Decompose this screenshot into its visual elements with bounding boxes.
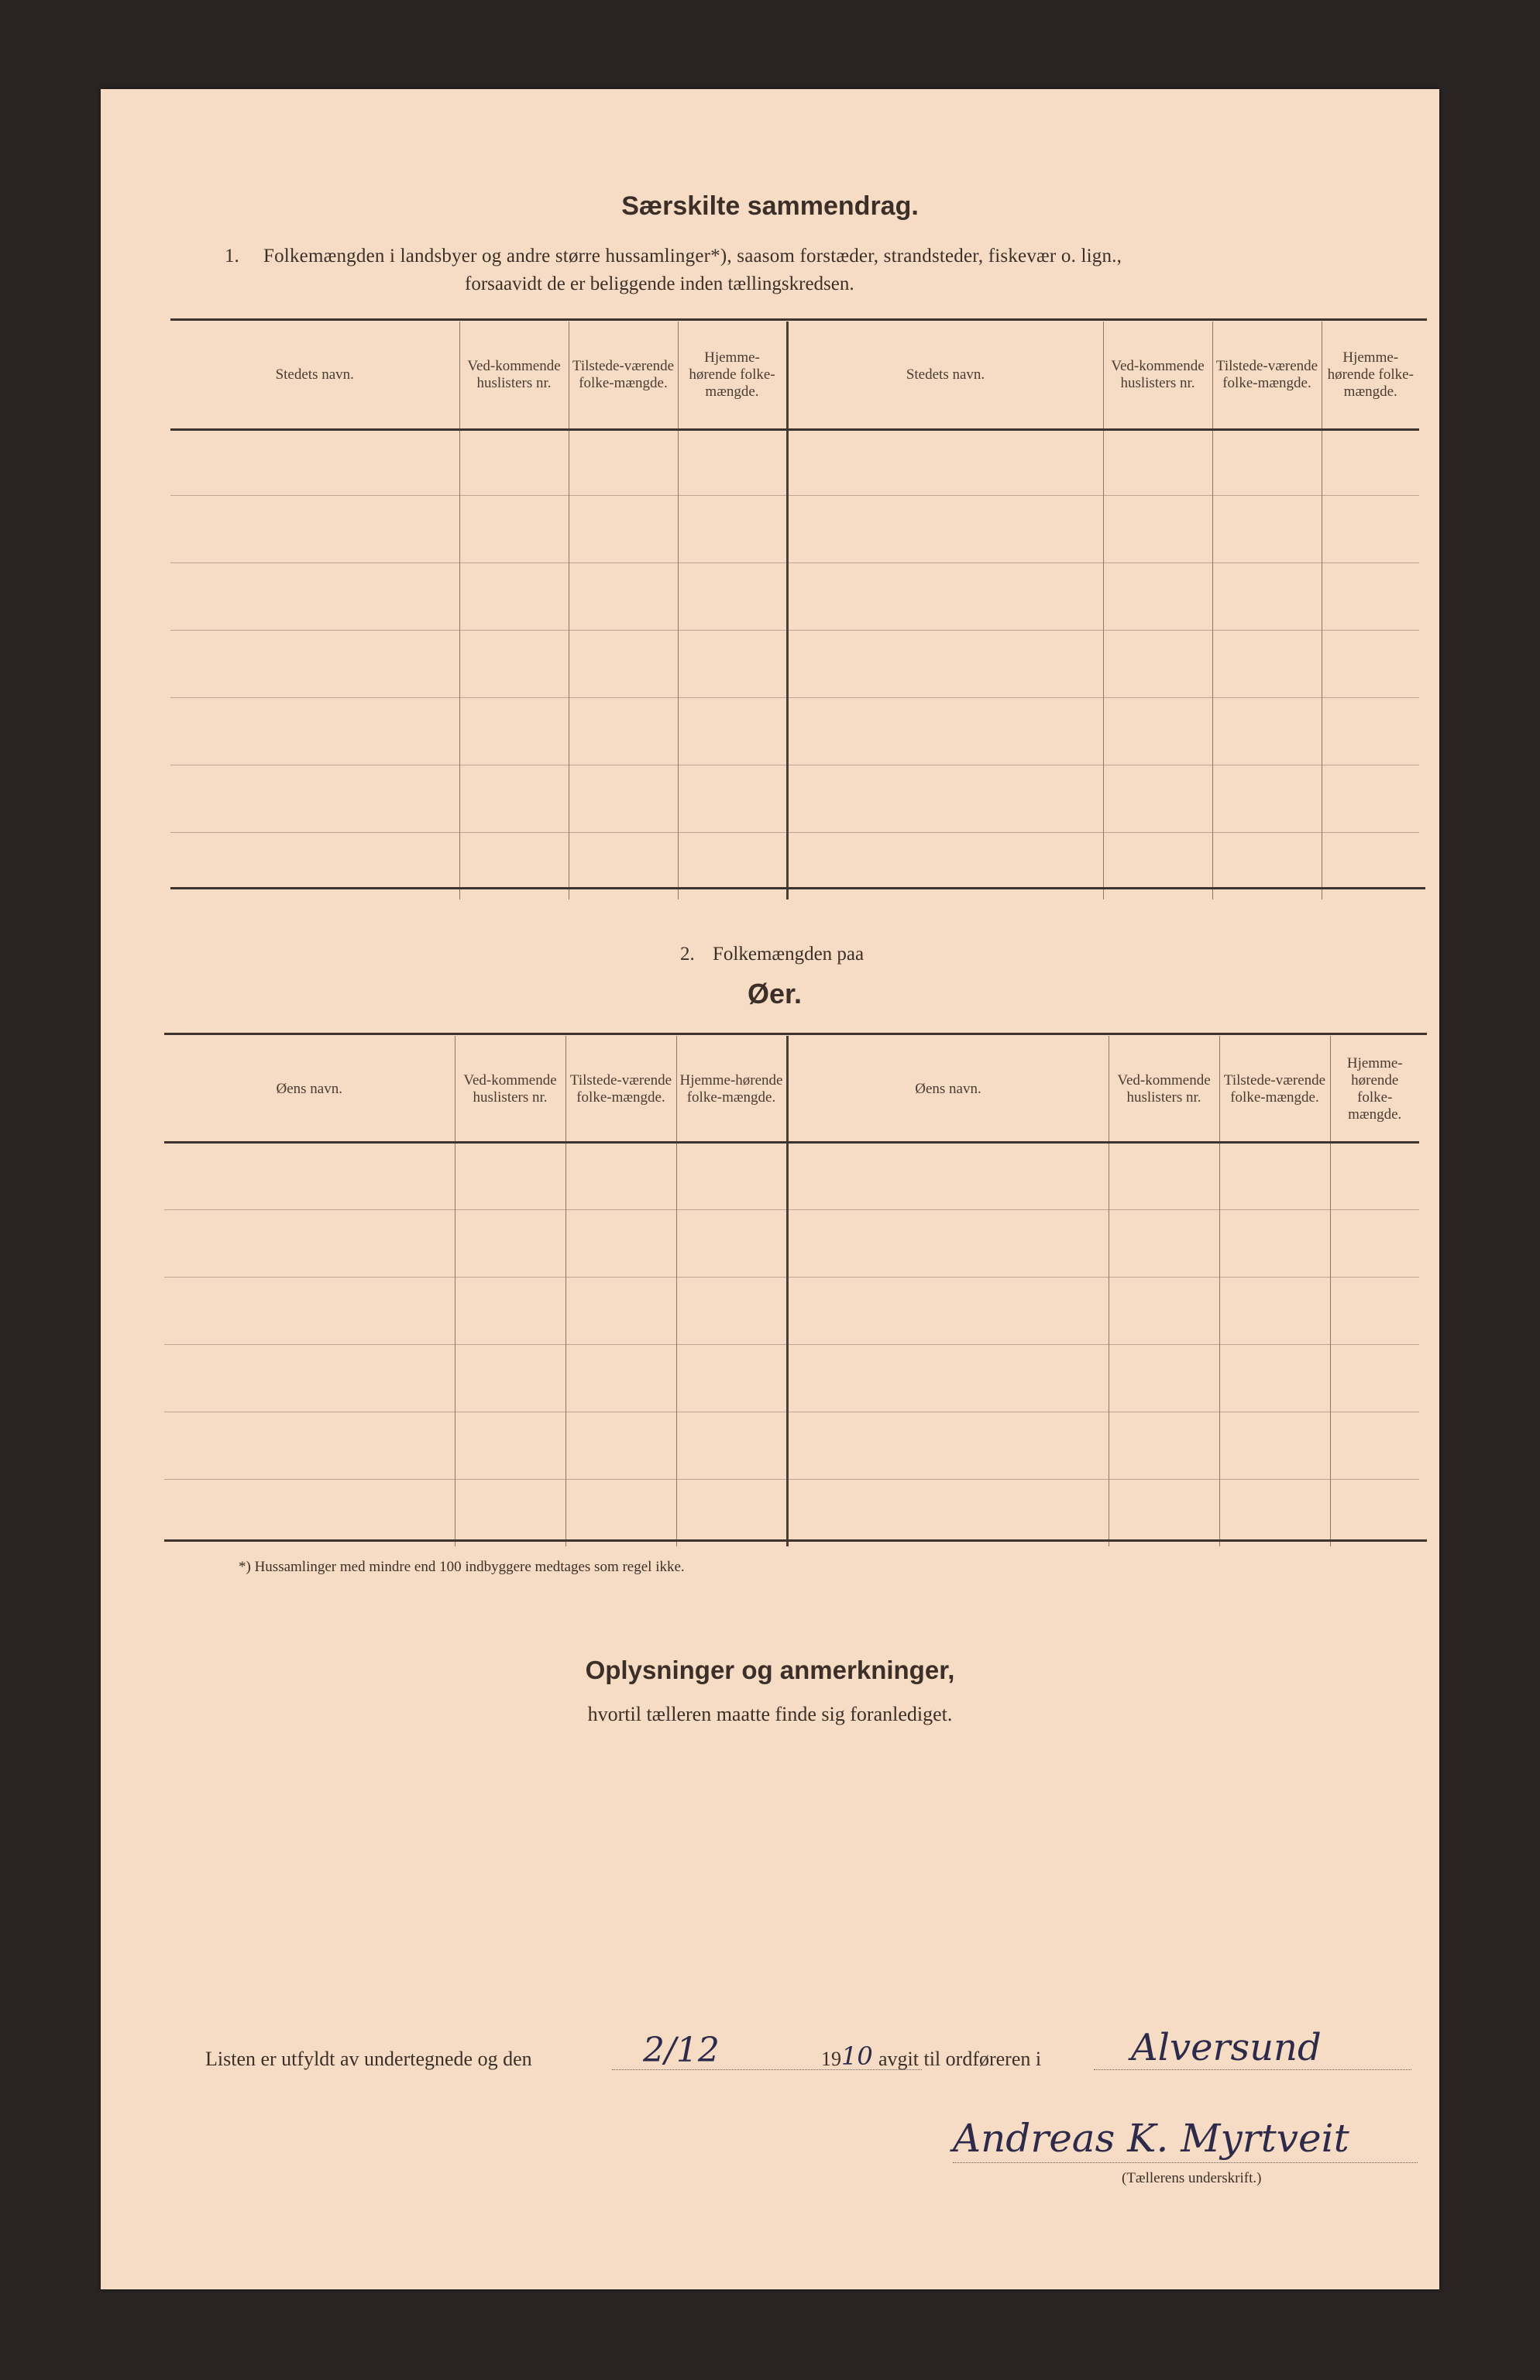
remarks-subtitle: hvortil tælleren maatte finde sig foranlediget. <box>587 1703 953 1725</box>
page-title: Særskilte sammendrag. <box>621 191 919 221</box>
table1-header-present-population: Tilstede-værende folke-mængde. <box>569 322 678 428</box>
table2-header-resident-population-2: Hjemme-hørende folke-mængde. <box>1330 1036 1419 1143</box>
table2-header-present-population-2: Tilstede-værende folke-mængde. <box>1219 1036 1330 1143</box>
table2-header-rule <box>164 1141 1419 1144</box>
table1-header-place-name-2: Stedets navn. <box>787 322 1103 428</box>
date-handwritten: 2/12 <box>643 2031 720 2070</box>
table2-header-island-name-2: Øens navn. <box>787 1036 1109 1143</box>
table-row <box>164 1412 1419 1480</box>
table-row <box>164 1210 1419 1278</box>
section2-heading: Øer. <box>747 978 803 1009</box>
place-handwritten: Alversund <box>1131 2026 1322 2069</box>
table2-header-household-list-nr: Ved-kommende huslisters nr. <box>455 1036 565 1143</box>
signer-handwritten: Andreas K. Myrtveit <box>953 2116 1349 2161</box>
table-row <box>170 631 1419 698</box>
census-form-page <box>101 89 1439 2289</box>
signer-label: (Tællerens underskrift.) <box>1122 2170 1262 2186</box>
section1-number: 1. <box>225 246 239 267</box>
year-handwritten: 10 <box>841 2041 873 2071</box>
footnote: *) Hussamlinger med mindre end 100 indbyggere medtages som regel ikke. <box>239 1559 685 1575</box>
section1-text-line1: Folkemængden i landsbyer og andre større hussamlinger*), saasom forstæder, strandsteder, fiskevær o. lign., <box>263 246 1122 267</box>
table1-header-resident-population: Hjemme-hørende folke-mængde. <box>678 322 787 428</box>
table-row <box>170 765 1419 833</box>
section1-text-line2: forsaavidt de er beliggende inden tællingskredsen. <box>465 273 854 294</box>
section2-number: 2. <box>680 944 695 965</box>
table-row <box>164 1345 1419 1412</box>
year-prefix: 19 <box>821 2048 841 2070</box>
table-row <box>170 496 1419 563</box>
table1-header-household-list-nr: Ved-kommende huslisters nr. <box>459 322 569 428</box>
table2-islands <box>164 1036 1419 1546</box>
signer-fill-line <box>953 2162 1418 2163</box>
table-row <box>164 1480 1419 1547</box>
table2-header-island-name: Øens navn. <box>276 1081 342 1097</box>
table1-header-place-name: Stedets navn. <box>275 366 354 383</box>
section2-text: Folkemængden paa <box>713 944 865 965</box>
table-row <box>164 1278 1419 1345</box>
remarks-title: Oplysninger og anmerkninger, <box>585 1656 955 1684</box>
signature-prefix: Listen er utfyldt av undertegnede og den <box>205 2048 532 2070</box>
table2-bottom-rule <box>164 1539 1427 1542</box>
table-row <box>170 428 1419 496</box>
table2-top-rule <box>164 1033 1427 1035</box>
table2-header-present-population: Tilstede-værende folke-mængde. <box>565 1036 676 1143</box>
signature-middle: avgit til ordføreren i <box>878 2048 1042 2070</box>
table1-header-household-list-nr-2: Ved-kommende huslisters nr. <box>1103 322 1212 428</box>
table1-header-rule <box>170 428 1419 431</box>
table1-header-resident-population-2: Hjemme-hørende folke-mængde. <box>1322 322 1419 428</box>
table2-header-household-list-nr-2: Ved-kommende huslisters nr. <box>1109 1036 1219 1143</box>
table-row <box>170 698 1419 765</box>
table2-header-resident-population: Hjemme-hørende folke-mængde. <box>676 1036 787 1143</box>
table1-header-present-population-2: Tilstede-værende folke-mængde. <box>1212 322 1322 428</box>
table-row <box>164 1143 1419 1210</box>
table1-bottom-rule <box>170 887 1425 889</box>
place-fill-line <box>1094 2069 1411 2070</box>
table1-top-rule <box>170 318 1427 321</box>
table-row <box>170 833 1419 900</box>
table1-settlements <box>170 322 1419 899</box>
table-row <box>170 563 1419 631</box>
